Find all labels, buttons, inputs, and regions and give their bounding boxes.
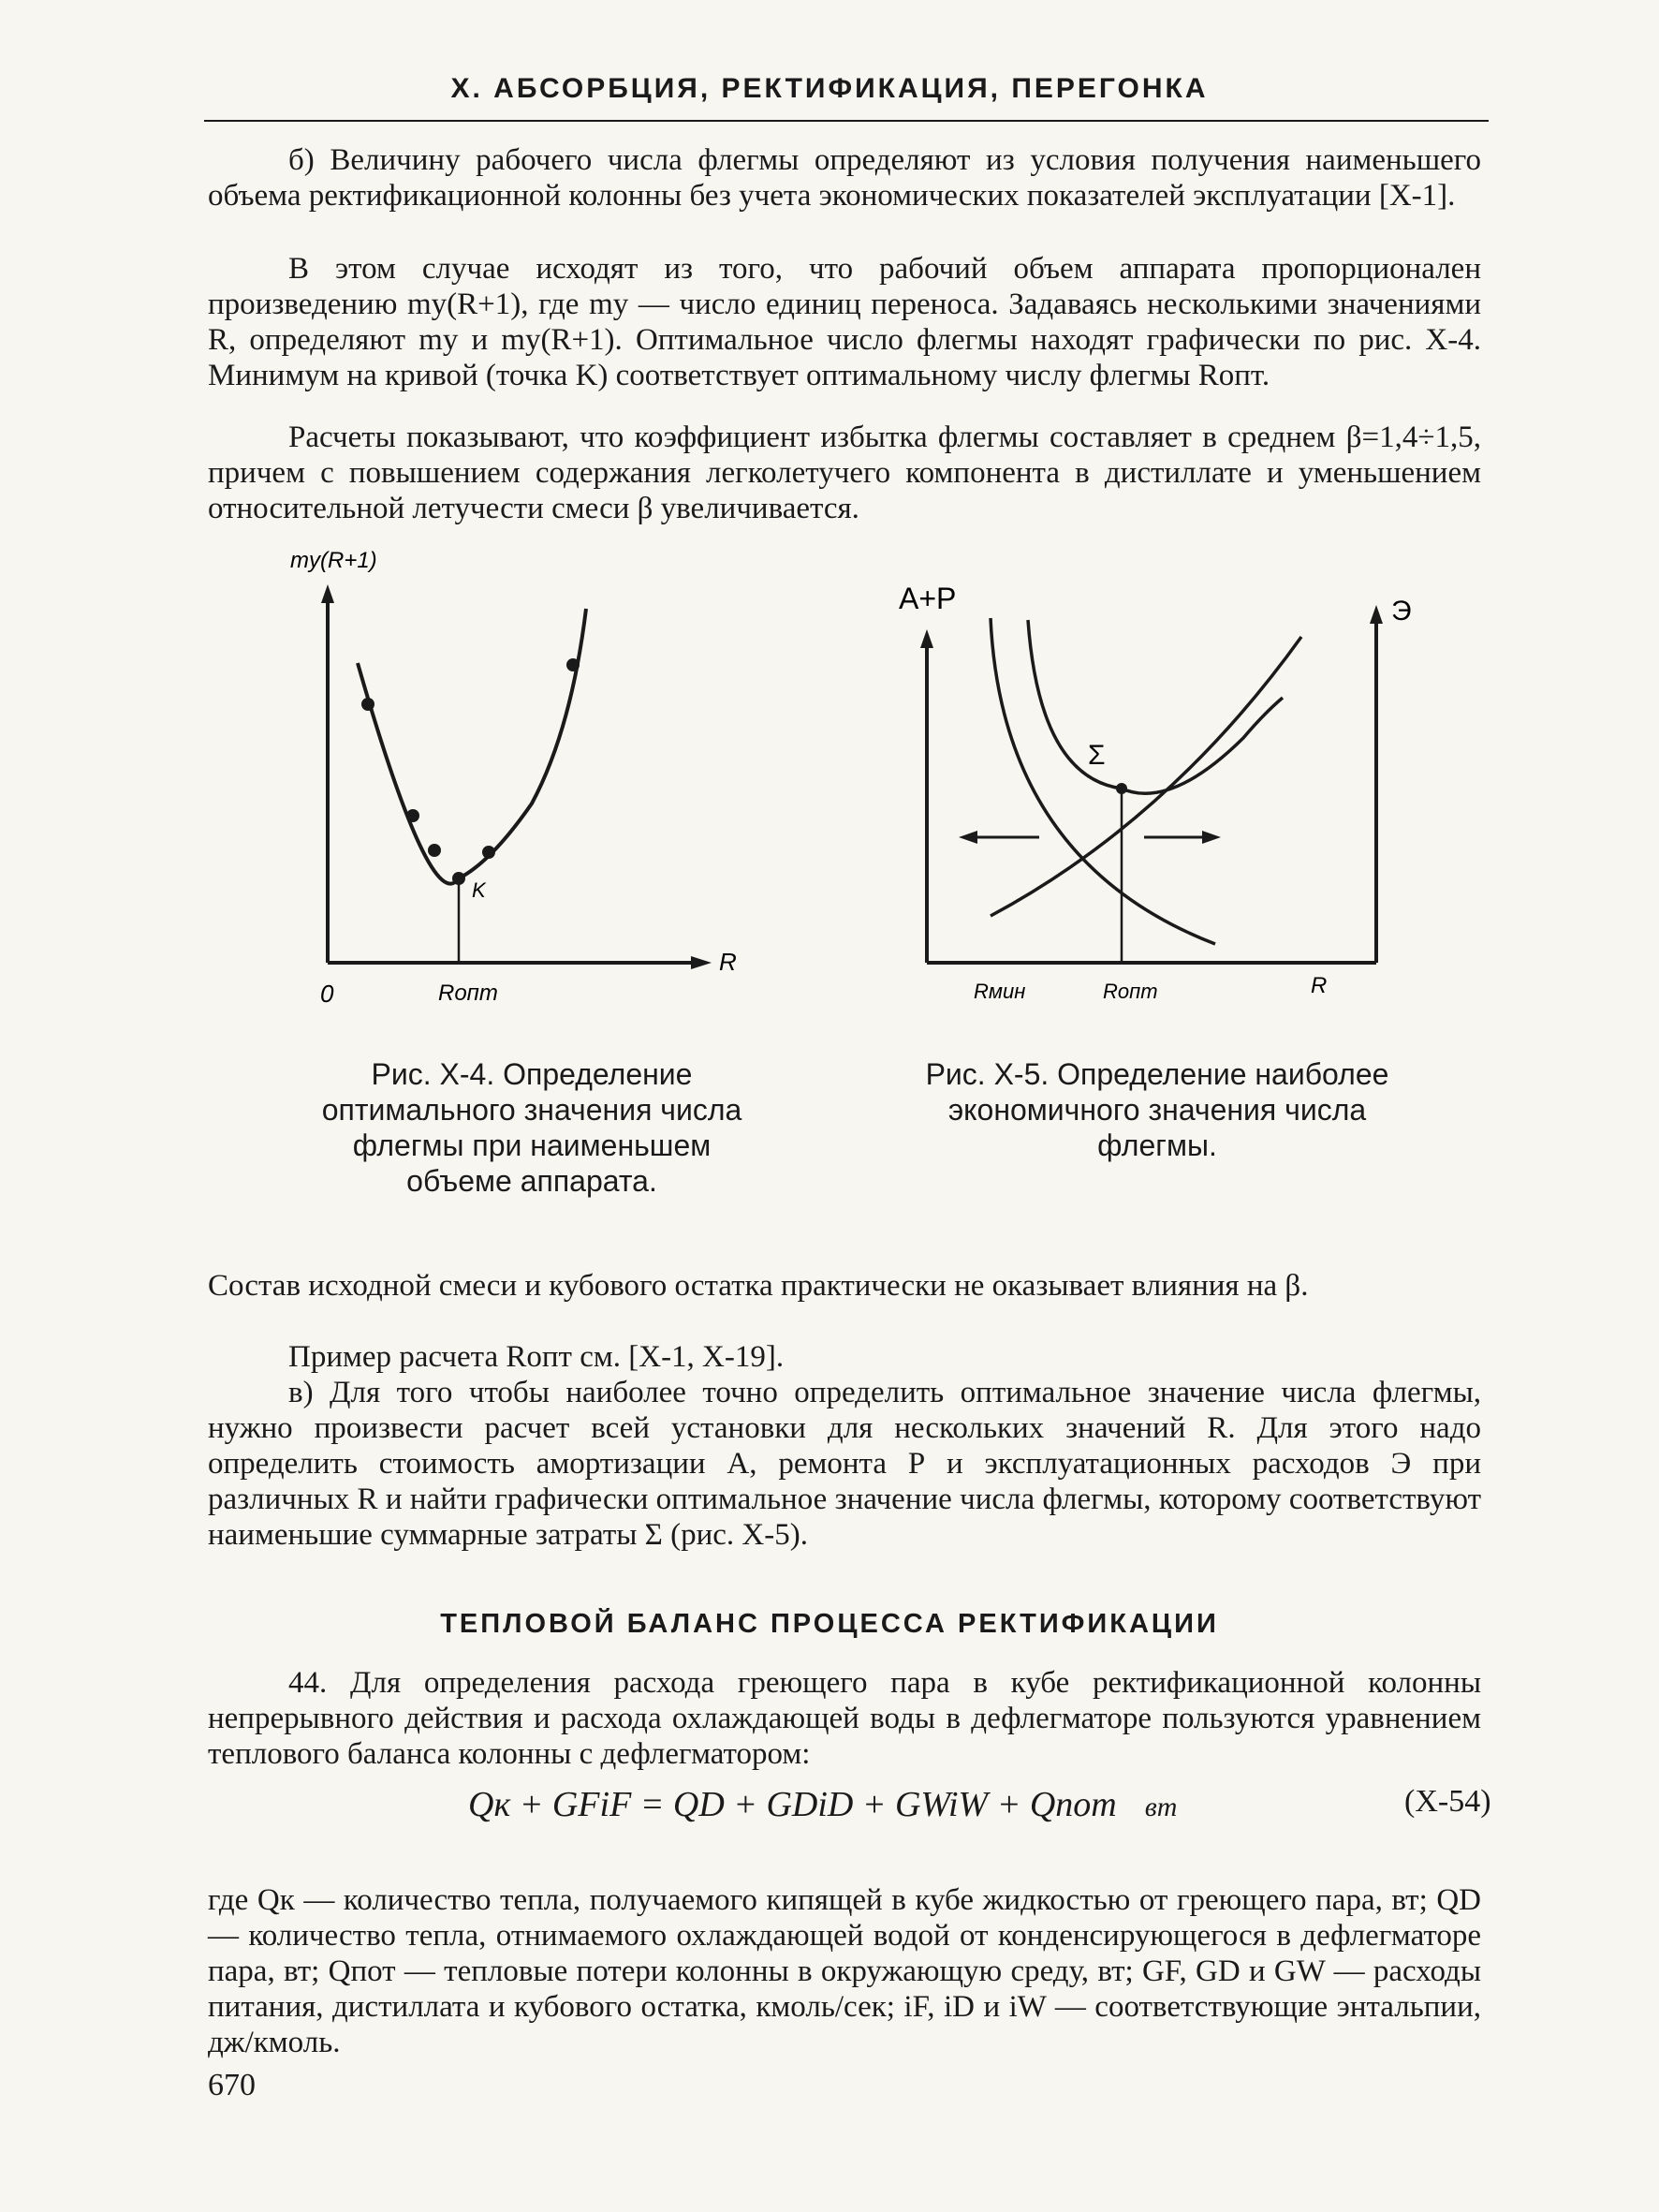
fig5-right-arrow-head [1202, 831, 1221, 844]
fig4-y-arrow [321, 584, 334, 603]
fig4-point [428, 844, 441, 857]
fig5-curve-sum [1028, 620, 1283, 793]
paragraph-b: б) Величину рабочего числа флегмы определяют из условия получения наименьшего объема ректификационной колонны без учета экономических показателей эксплуатации [X-1]. [208, 143, 1481, 213]
fig5-right-arrow [1370, 605, 1383, 624]
paragraph-44: 44. Для определения расхода греющего пара в кубе ректификационной колонны непрерывного действия и расхода охлаждающей воды в дефлегматоре пользуются уравнением теплового баланса колонны с дефлегматором: [208, 1666, 1481, 1771]
fig4-y-label: mу(R+1) [290, 548, 377, 573]
fig5-rmin-tick: Rмин [974, 980, 1026, 1003]
fig5-y-left-label: А+Р [899, 582, 957, 615]
figure-x5-caption: Рис. X-5. Определение наиболее экономичного значения числа флегмы. [925, 1057, 1389, 1162]
fig4-point [361, 698, 374, 711]
equation-body: Qк + GFiF = QD + GDiD + GWiW + Qпот [468, 1785, 1117, 1824]
paragraph-v: в) Для того чтобы наиболее точно определить оптимальное значение числа флегмы, нужно произвести расчет всей установки для нескольких значений R. Для этого надо определить стоимость амортизации А, ремонта Р и эксплуатационных расходов Э при различных R и найти графически оптимальное значение числа флегмы, которому соответствуют наименьшие суммарные затраты Σ (рис. X-5). [208, 1376, 1481, 1552]
paragraph-excess-coefficient: Расчеты показывают, что коэффициент избытка флегмы составляет в среднем β=1,4÷1,5, причем с повышением содержания легколетучего компонента в дистиллате и уменьшением относительной летучести смеси β увеличивается. [208, 420, 1481, 525]
equation [468, 1784, 1236, 1825]
fig5-left-arrow [920, 629, 933, 648]
fig5-left-arrow-head [959, 831, 977, 844]
fig4-ropt-tick: Rопт [438, 981, 498, 1006]
fig5-sum-label: Σ [1088, 740, 1106, 771]
figure-x4 [272, 543, 758, 1011]
header-rule [204, 120, 1489, 122]
fig4-x-label: R [719, 948, 737, 976]
fig4-curve [358, 609, 586, 884]
fig4-point [406, 809, 419, 822]
paragraph-volume: В этом случае исходят из того, что рабочий объем аппарата пропорционален произведению mу(R+1), где mу — число единиц переноса. Задаваясь несколькими значениями R, определяют mу и mу(R+1). Оптимальное число флегмы находят графически по рис. X-4. Минимум на кривой (точка K) соответствует оптимальному числу флегмы Rопт. [208, 252, 1481, 392]
equation-unit: вт [1144, 1792, 1178, 1822]
fig5-x-label: R [1311, 973, 1328, 998]
page-number: 670 [208, 2068, 256, 2102]
fig4-origin: 0 [320, 980, 334, 1008]
running-header: X. АБСОРБЦИЯ, РЕКТИФИКАЦИЯ, ПЕРЕГОНКА [450, 73, 1209, 104]
fig4-k-label: K [472, 878, 486, 902]
fig4-point-k [452, 872, 465, 885]
paragraph-composition: Состав исходной смеси и кубового остатка практически не оказывает влияния на β. [208, 1269, 1309, 1303]
figure-x5 [871, 581, 1451, 1011]
paragraph-where: где Qк — количество тепла, получаемого кипящей в кубе жидкостью от греющего пара, вт; QD — количество тепла, отнимаемого охлаждающей водой от конденсирующегося в дефлегматоре пара, вт; Qпот — тепловые потери колонны в окружающую среду, вт; GF, GD и GW — расходы питания, дистиллата и кубового остатка, кмоль/сек; iF, iD и iW — соответствующие энтальпии, дж/кмоль. [208, 1883, 1481, 2059]
fig4-point [566, 658, 580, 671]
fig4-x-arrow [691, 956, 712, 969]
fig5-y-right-label: Э [1391, 596, 1412, 627]
paragraph-example: Пример расчета Rопт см. [X-1, X-19]. [288, 1340, 785, 1374]
fig5-ropt-tick: Rопт [1103, 980, 1158, 1003]
figure-x4-caption: Рис. X-4. Определение оптимального значения числа флегмы при наименьшем объеме аппарата. [321, 1057, 742, 1198]
section-title: ТЕПЛОВОЙ БАЛАНС ПРОЦЕССА РЕКТИФИКАЦИИ [440, 1609, 1219, 1639]
fig4-point [482, 846, 495, 859]
equation-number: (X-54) [1404, 1784, 1491, 1819]
